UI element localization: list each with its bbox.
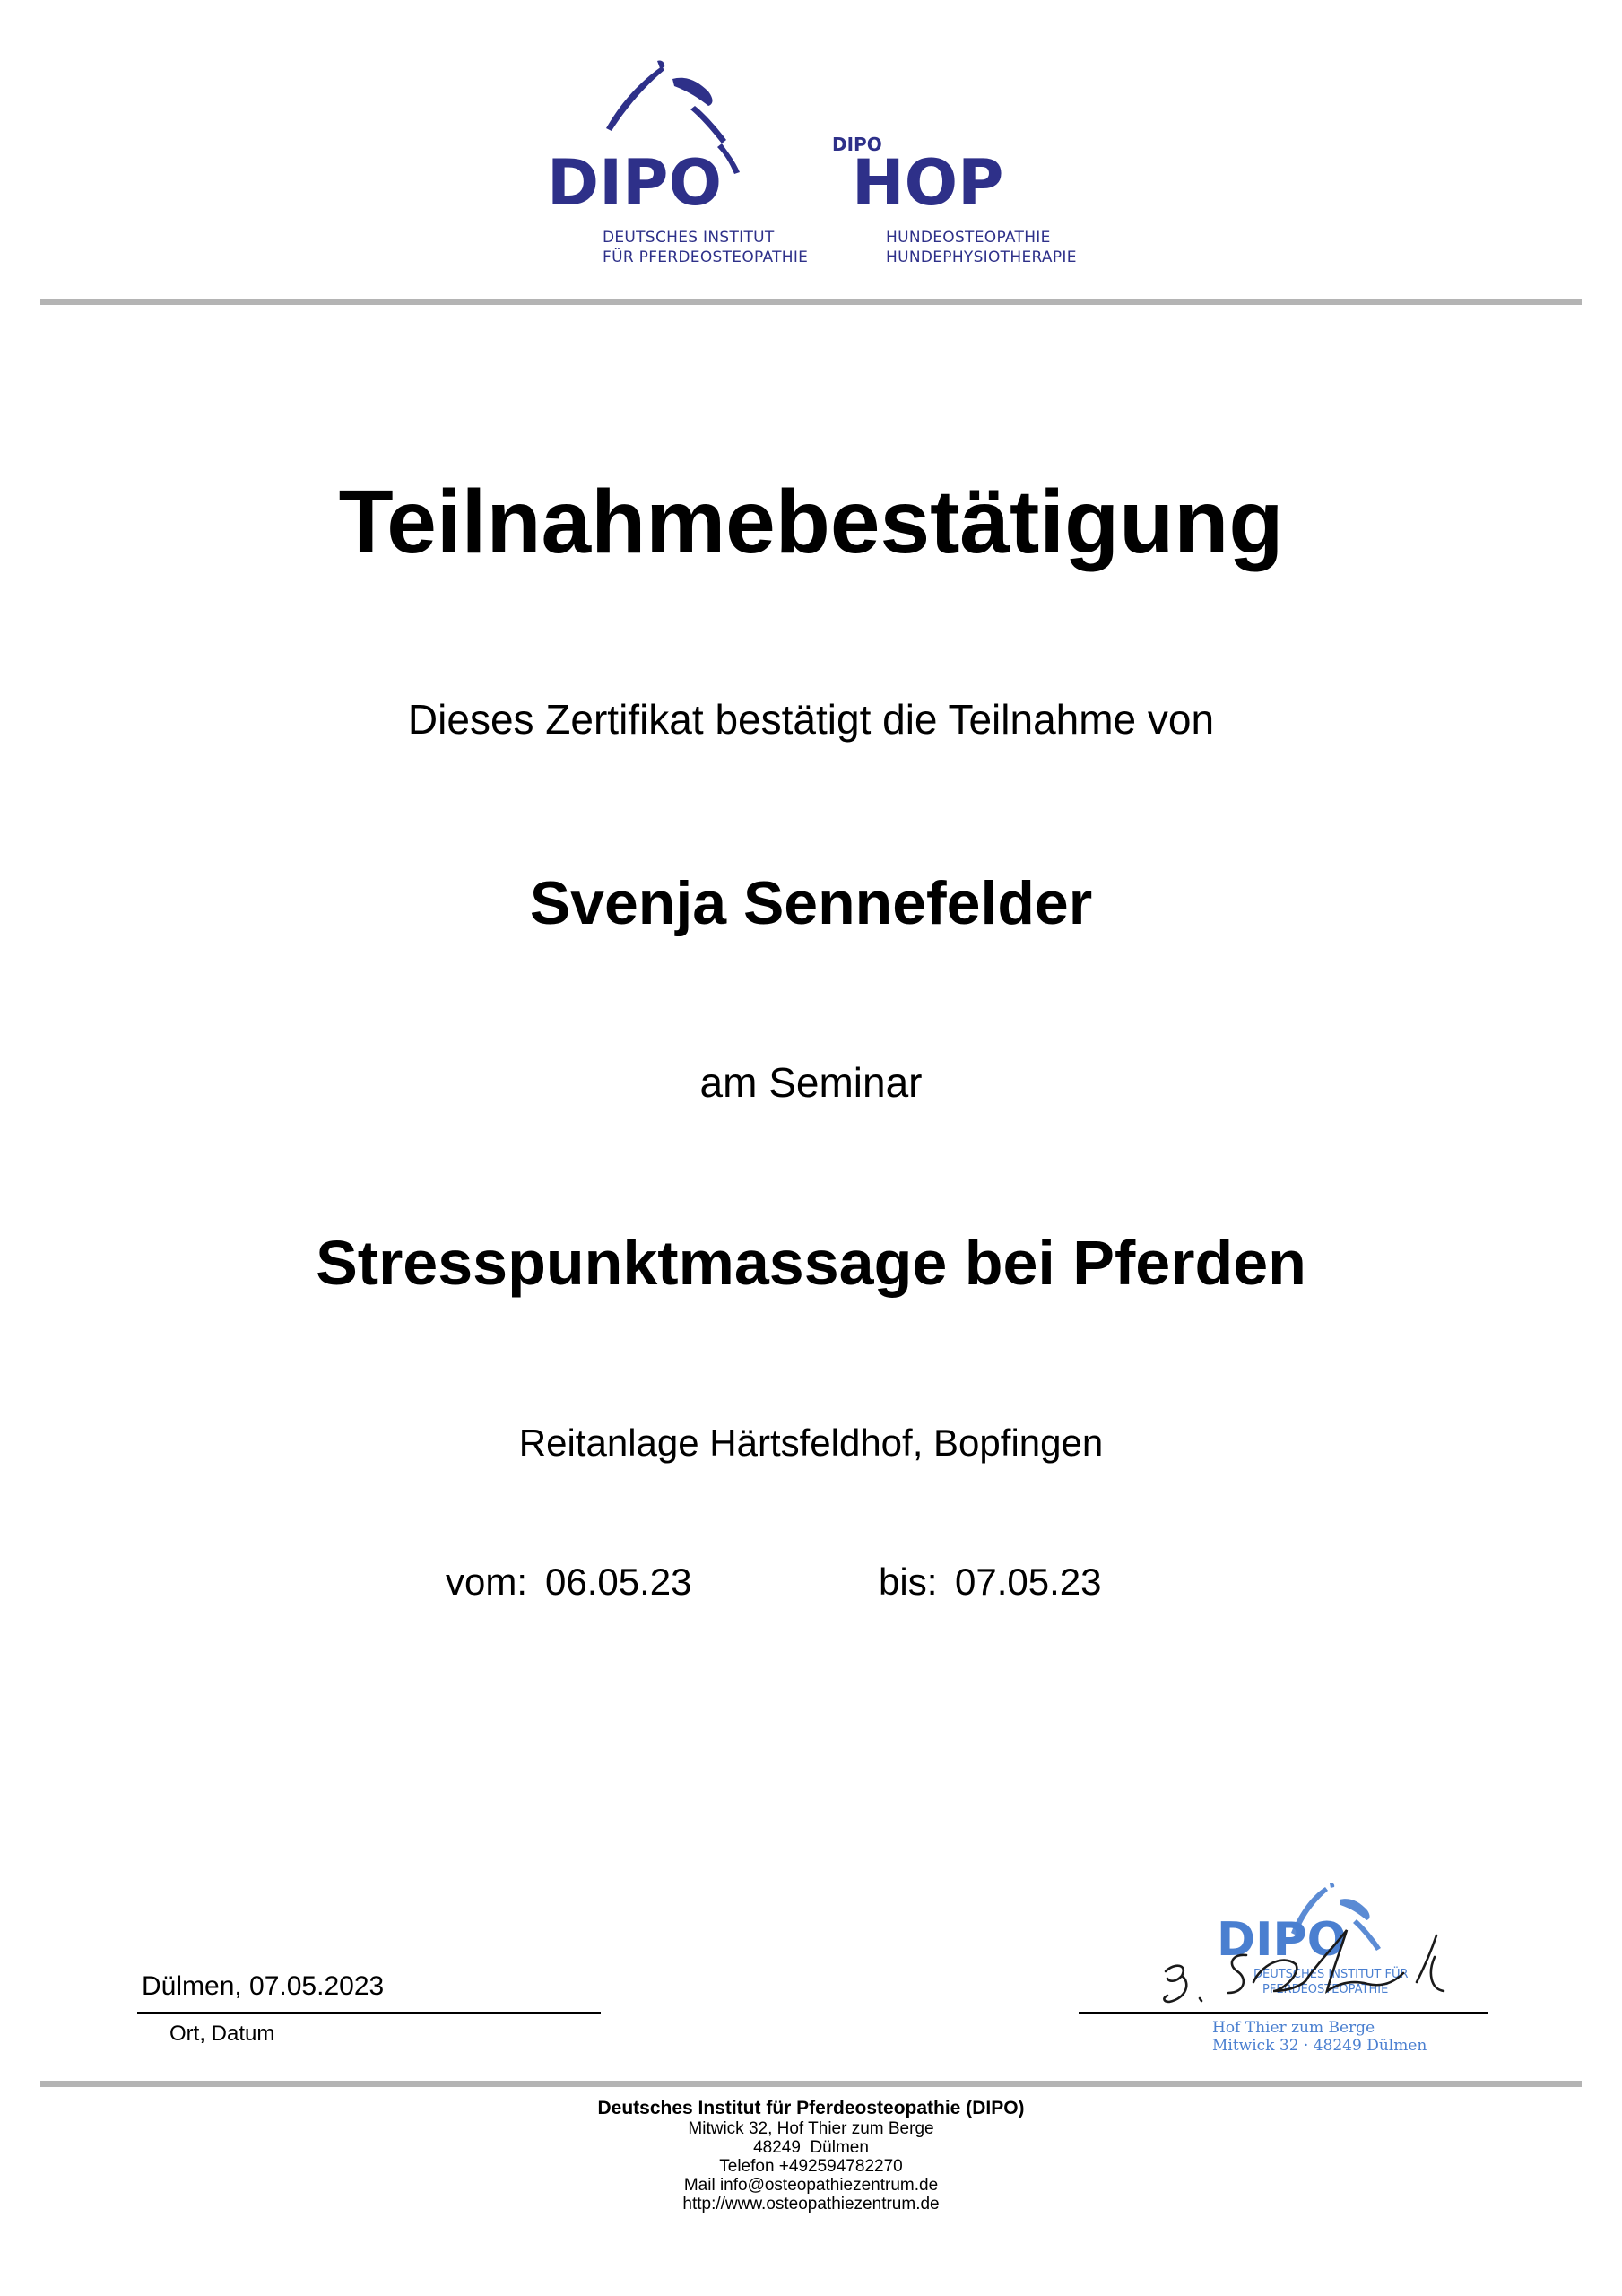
- footer-mail: Mail info@osteopathiezentrum.de: [683, 2176, 939, 2195]
- to-date: 07.05.23: [955, 1561, 1102, 1603]
- to-label: bis:: [879, 1561, 938, 1603]
- footer-address: Mitwick 32, Hof Thier zum Berge: [688, 2119, 934, 2138]
- from-date: 06.05.23: [545, 1561, 692, 1603]
- place-date: Dülmen, 07.05.2023: [142, 1971, 385, 2001]
- certificate-title: Teilnahmebestätigung: [338, 472, 1284, 572]
- footer-phone: Telefon +492594782270: [719, 2157, 903, 2176]
- footer-organization: Deutsches Institut für Pferdeosteopathie (DIPO): [597, 2098, 1025, 2118]
- footer: [0, 2097, 1622, 2213]
- dipo-subtitle-line1: DEUTSCHES INSTITUT: [603, 229, 775, 247]
- stamp-address1: Hof Thier zum Berge: [1212, 2019, 1375, 2037]
- dipo-wordmark: DIPO: [547, 146, 722, 220]
- certificate-intro: Dieses Zertifikat bestätigt die Teilnahme von: [407, 696, 1215, 743]
- header-logos: [538, 54, 1094, 278]
- place-date-caption: Ort, Datum: [169, 2022, 275, 2046]
- seminar-venue: Reitanlage Härtsfeldhof, Bopfingen: [518, 1422, 1104, 1464]
- place-date-line: [137, 2012, 601, 2014]
- hop-prefix: DIPO: [832, 134, 882, 155]
- stamp-line2: PFERDEOSTEOPATHIE: [1262, 1983, 1389, 1996]
- stamp-address2: Mitwick 32 · 48249 Dülmen: [1212, 2037, 1427, 2055]
- seminar-title: Stresspunktmassage bei Pferden: [316, 1228, 1306, 1298]
- footer-web: http://www.osteopathiezentrum.de: [682, 2195, 940, 2213]
- hop-subtitle-line1: HUNDEOSTEOPATHIE: [886, 229, 1051, 247]
- stamp-wordmark: DIPO: [1217, 1913, 1347, 1967]
- footer-divider: [40, 2081, 1582, 2087]
- hop-wordmark: HOP: [852, 146, 1004, 220]
- hop-subtitle-line2: HUNDEPHYSIOTHERAPIE: [886, 248, 1077, 266]
- from-label: vom:: [446, 1561, 528, 1603]
- footer-city: 48249 Dülmen: [753, 2138, 869, 2157]
- dipo-subtitle-line2: FÜR PFERDEOSTEOPATHIE: [603, 248, 809, 266]
- stamp-line1: DEUTSCHES INSTITUT FÜR: [1253, 1968, 1409, 1981]
- seminar-prefix: am Seminar: [699, 1059, 923, 1106]
- institute-stamp: [1148, 1848, 1506, 2072]
- header-divider: [40, 299, 1582, 305]
- participant-name: Svenja Sennefelder: [529, 869, 1093, 937]
